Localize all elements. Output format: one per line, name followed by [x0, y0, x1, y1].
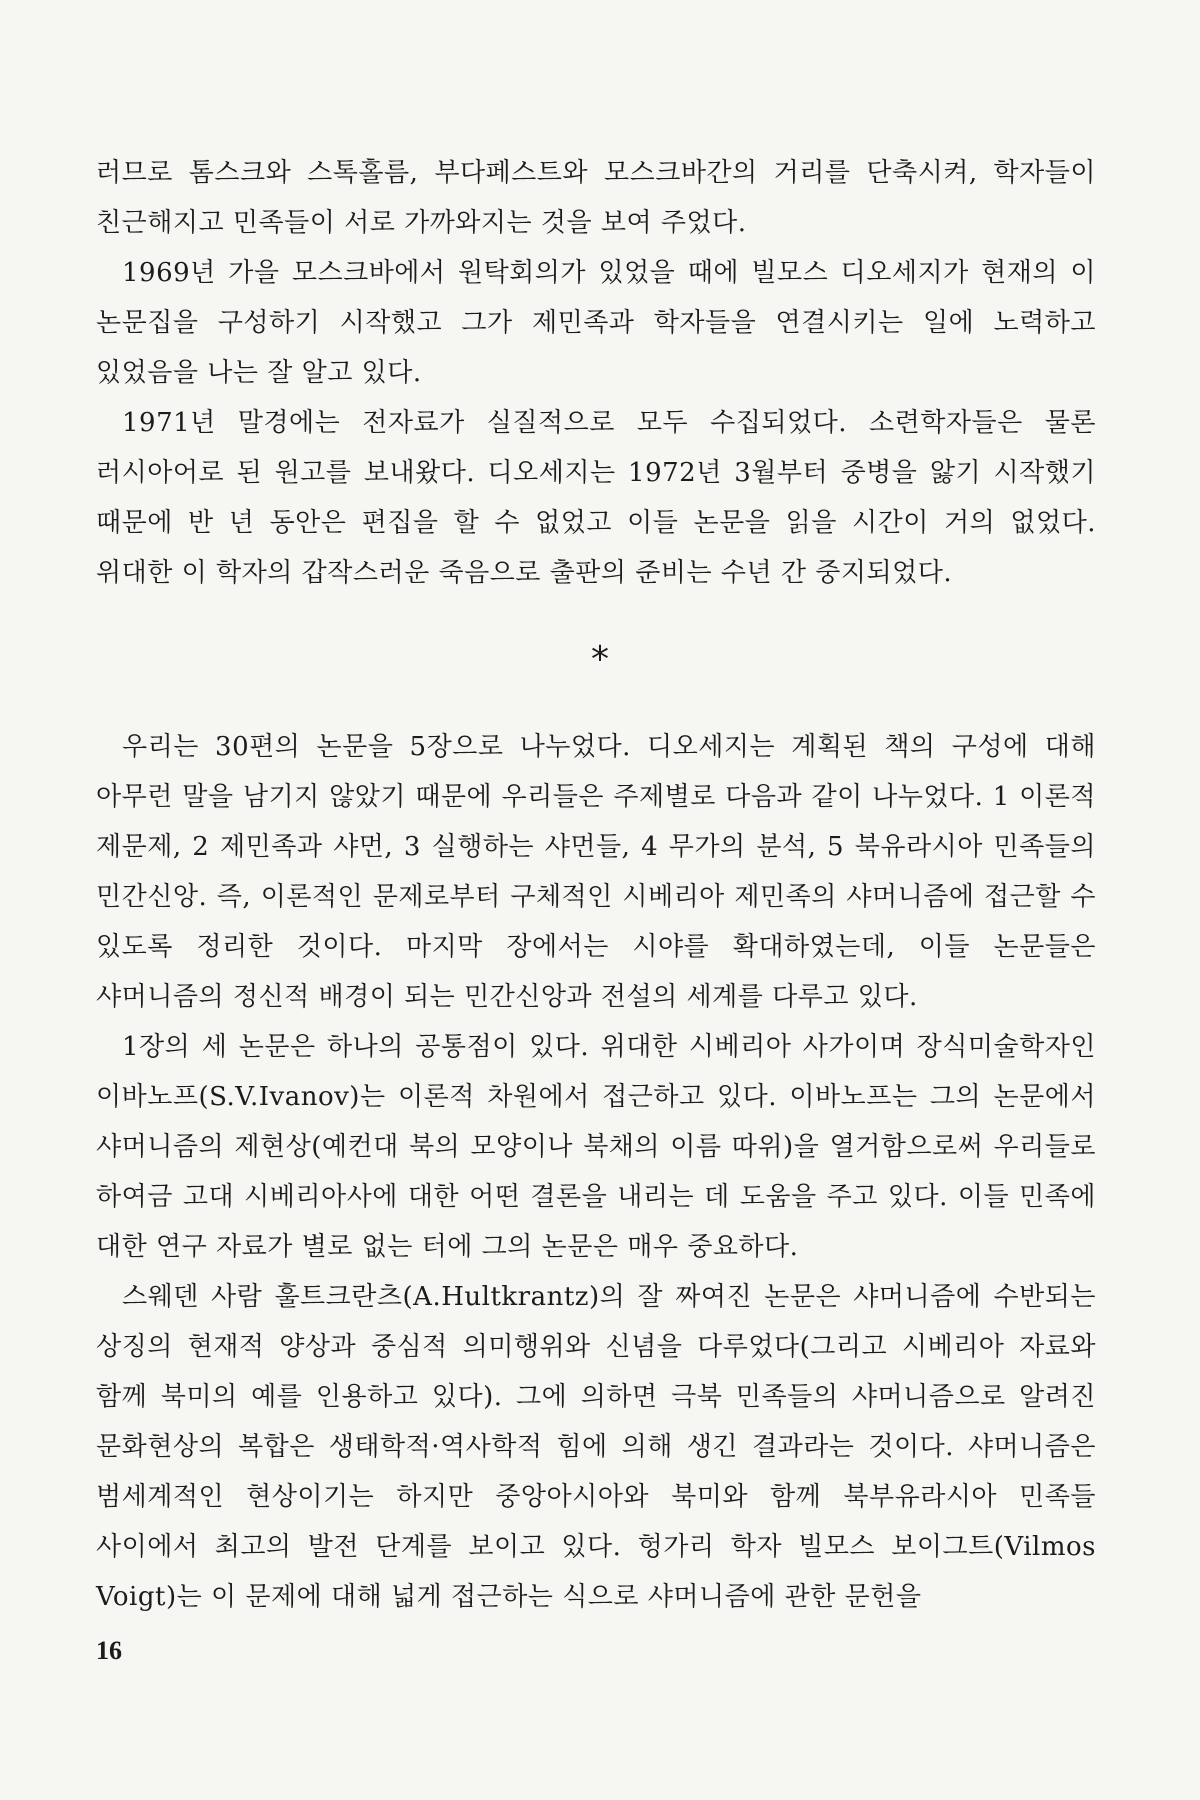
paragraph: 스웨덴 사람 훌트크란츠(A.Hultkrantz)의 잘 짜여진 논문은 샤머니즘에 수반되는 상징의 현재적 양상과 중심적 의미행위와 신념을 다루었다(그리고 시베리아 자료와 함께 북미의 예를 인용하고 있다). 그에 의하면 극북 민족들의 샤머니즘으로 알려진 문화현상의 복합은 생태학적·역사학적 힘에 의해 생긴 결과라는 것이다. 샤머니즘은 범세계적인 현상이기는 하지만 중앙아시아와 북미와 함께 북부유라시아 민족들 사이에서 최고의 발전 단계를 보이고 있다. 헝가리 학자 빌모스 보이그트(Vilmos Voigt)는 이 문제에 대해 넓게 접근하는 식으로 샤머니즘에 관한 문헌을	[96, 1282, 1096, 1612]
paragraph-continued: 러므로 톰스크와 스톡홀름, 부다페스트와 모스크바간의 거리를 단축시켜, 학자들이 친근해지고 민족들이 서로 가까와지는 것을 보여 주었다.	[96, 158, 1096, 238]
paragraph: 1971년 말경에는 전자료가 실질적으로 모두 수집되었다. 소련학자들은 물론 러시아어로 된 원고를 보내왔다. 디오세지는 1972년 3월부터 중병을 앓기 시작했기 때문에 반 년 동안은 편집을 할 수 없었고 이들 논문을 읽을 시간이 거의 없었다. 위대한 이 학자의 갑작스러운 죽음으로 출판의 준비는 수년 간 중지되었다.	[96, 408, 1096, 588]
paragraph: 1969년 가을 모스크바에서 원탁회의가 있었을 때에 빌모스 디오세지가 현재의 이 논문집을 구성하기 시작했고 그가 제민족과 학자들을 연결시키는 일에 노력하고 있었음을 나는 잘 알고 있다.	[96, 258, 1096, 388]
section-separator: *	[591, 639, 609, 680]
paragraph: 1장의 세 논문은 하나의 공통점이 있다. 위대한 시베리아 사가이며 장식미술학자인 이바노프(S.V.Ivanov)는 이론적 차원에서 접근하고 있다. 이바노프는 그의 논문에서 샤머니즘의 제현상(예컨대 북의 모양이나 북채의 이름 따위)을 열거함으로써 우리들로 하여금 고대 시베리아사에 대한 어떤 결론을 내리는 데 도움을 주고 있다. 이들 민족에 대한 연구 자료가 별로 없는 터에 그의 논문은 매우 중요하다.	[96, 1032, 1096, 1262]
paragraph: 우리는 30편의 논문을 5장으로 나누었다. 디오세지는 계획된 책의 구성에 대해 아무런 말을 남기지 않았기 때문에 우리들은 주제별로 다음과 같이 나누었다. 1 이론적 제문제, 2 제민족과 샤먼, 3 실행하는 샤먼들, 4 무가의 분석, 5 북유라시아 민족들의 민간신앙. 즉, 이론적인 문제로부터 구체적인 시베리아 제민족의 샤머니즘에 접근할 수 있도록 정리한 것이다. 마지막 장에서는 시야를 확대하였는데, 이들 논문들은 샤머니즘의 정신적 배경이 되는 민간신앙과 전설의 세계를 다루고 있다.	[96, 732, 1096, 1012]
page-number: 16	[96, 1636, 122, 1665]
bottom-text-section	[96, 722, 1096, 1622]
top-text-section	[96, 148, 1096, 598]
